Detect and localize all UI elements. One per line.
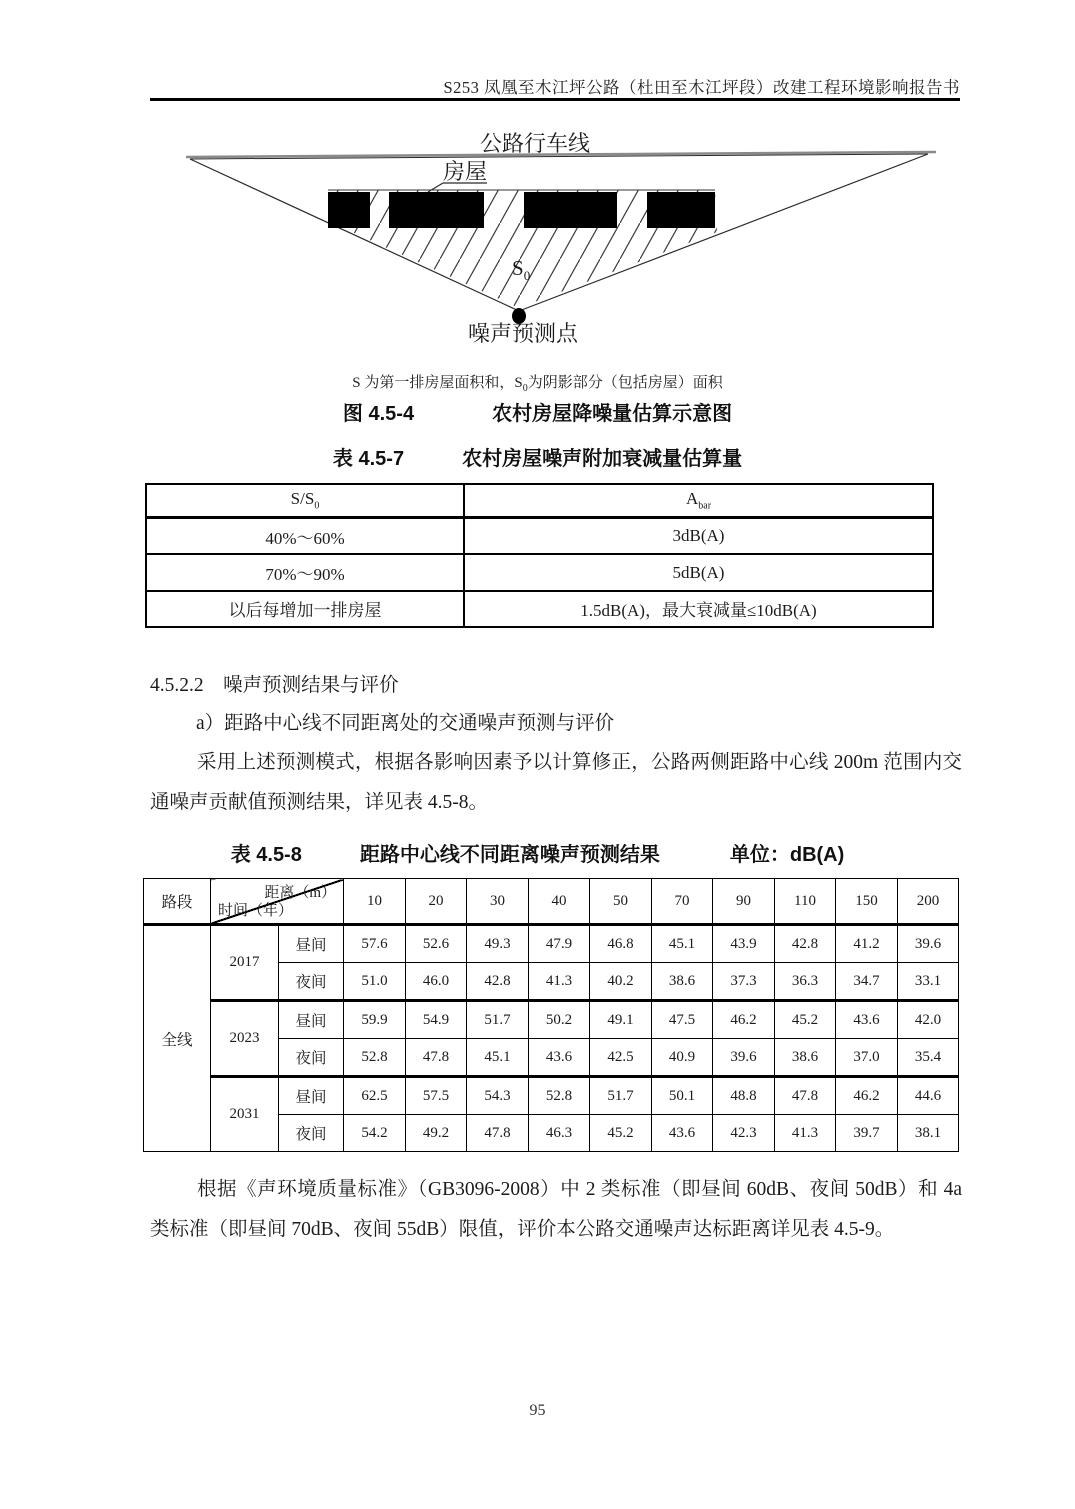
t2-cell: 50.2 [529,1001,590,1039]
house-block-2 [389,192,484,228]
t2-cell: 36.3 [775,963,836,1001]
t2-diagonal-header [211,879,344,925]
house-block-3 [524,192,617,228]
table2-unit: 单位：dB(A) [729,844,845,866]
t2-cell: 49.1 [590,1001,652,1039]
t2-dist-40: 40 [529,879,590,925]
t1-r3-value: 1.5dB(A)，最大衰减量≤10dB(A) [464,591,933,627]
page-number: 95 [529,1402,546,1419]
t2-dist-10: 10 [344,879,406,925]
t2-cell: 49.2 [406,1115,467,1152]
t2-cell: 48.8 [713,1077,775,1115]
t2-cell: 52.8 [529,1077,590,1115]
t2-corner-distance: 距离（m） [264,885,336,901]
figure-note-part2: 为阴影部分（包括房屋）面积 [527,375,723,391]
t1-h2-main: A [685,489,699,509]
table-row [144,1077,959,1115]
t2-dist-50: 50 [590,879,652,925]
t1-r1-value: 3dB(A) [464,517,933,554]
attenuation-table [145,483,934,628]
house-block-4 [647,192,715,228]
t1-r3-ratio: 以后每增加一排房屋 [146,591,464,627]
t2-cell: 35.4 [898,1039,959,1077]
t2-year-2023: 2023 [211,1001,279,1077]
t2-cell: 45.2 [590,1115,652,1152]
t2-cell: 47.8 [775,1077,836,1115]
t2-cell: 43.6 [529,1039,590,1077]
t2-dist-20: 20 [406,879,467,925]
noise-estimation-diagram [140,115,960,365]
t2-cell: 42.5 [590,1039,652,1077]
t2-dist-150: 150 [836,879,898,925]
t2-cell: 37.3 [713,963,775,1001]
caption-spacer [660,838,730,867]
t2-cell: 59.9 [344,1001,406,1039]
t2-period-night: 夜间 [279,1115,344,1152]
table1-caption [0,442,1075,471]
caption-spacer [302,838,360,867]
t2-cell: 62.5 [344,1077,406,1115]
table2-title: 距路中心线不同距离噪声预测结果 [359,844,660,866]
house-block-1 [328,192,370,228]
t1-h1-sub: 0 [314,500,320,512]
t2-cell: 40.9 [652,1039,713,1077]
section-paragraph: 采用上述预测模式，根据各影响因素予以计算修正，公路两侧距路中心线 200m 范围内交通噪声贡献值预测结果，详见表 4.5-8。 [150,752,962,813]
t2-cell: 40.2 [590,963,652,1001]
t2-cell: 38.1 [898,1115,959,1152]
table-row [146,517,933,554]
t2-cell: 45.2 [775,1001,836,1039]
t1-h2-sub: bar [698,500,712,512]
t2-cell: 42.8 [467,963,529,1001]
t2-cell: 51.7 [590,1077,652,1115]
figure-title: 农村房屋降噪量估算示意图 [492,403,733,425]
t2-corner-time: 时间（年） [218,903,294,919]
t2-cell: 47.8 [406,1039,467,1077]
closing-paragraph: 根据《声环境质量标准》（GB3096-2008）中 2 类标准（即昼间 60dB、夜间 50dB）和 4a 类标准（即昼间 70dB、夜间 55dB）限值，评价本公路交通噪声达标距离详见表 4.5-9。 [150,1179,962,1240]
t2-cell: 37.0 [836,1039,898,1077]
table-row [144,925,959,963]
t2-cell: 39.6 [713,1039,775,1077]
figure-note-sub: 0 [522,383,528,394]
t2-cell: 46.0 [406,963,467,1001]
t2-cell: 41.3 [529,963,590,1001]
t2-dist-200: 200 [898,879,959,925]
t2-cell: 33.1 [898,963,959,1001]
figure-note-part1: S 为第一排房屋面积和，S [352,375,523,391]
table-row [146,484,933,517]
t2-year-2017: 2017 [211,925,279,1001]
t2-cell: 43.6 [836,1001,898,1039]
prediction-point-label: 噪声预测点 [467,321,579,346]
t2-cell: 41.2 [836,925,898,963]
t2-cell: 38.6 [652,963,713,1001]
t2-cell: 39.7 [836,1115,898,1152]
t2-cell: 39.6 [898,925,959,963]
table-header-row [144,879,959,925]
t2-cell: 44.6 [898,1077,959,1115]
t2-cell: 43.6 [652,1115,713,1152]
t2-cell: 57.5 [406,1077,467,1115]
house-label: 房屋 [443,159,488,184]
figure-note [0,371,1075,394]
t2-road-header: 路段 [144,879,211,925]
t2-cell: 47.8 [467,1115,529,1152]
t1-header-ratio [146,484,464,517]
t2-cell: 51.0 [344,963,406,1001]
shadow-area-label: $S_0$ [512,256,531,283]
t2-period-night: 夜间 [279,963,344,1001]
t1-header-abar [464,484,933,517]
t2-cell: 46.8 [590,925,652,963]
t2-cell: 42.8 [775,925,836,963]
t2-cell: 45.1 [652,925,713,963]
t2-cell: 47.5 [652,1001,713,1039]
table1-title: 农村房屋噪声附加衰减量估算量 [462,448,743,470]
noise-prediction-table [143,878,959,1152]
table-row [146,591,933,627]
t2-dist-90: 90 [713,879,775,925]
t2-period-night: 夜间 [279,1039,344,1077]
t2-road-value: 全线 [144,925,211,1152]
table-row [144,1001,959,1039]
t2-cell: 54.3 [467,1077,529,1115]
t2-dist-30: 30 [467,879,529,925]
figure-tag: 图 4.5-4 [342,403,415,425]
t2-cell: 43.9 [713,925,775,963]
table-row [146,554,933,590]
t2-cell: 50.1 [652,1077,713,1115]
t2-cell: 41.3 [775,1115,836,1152]
t2-dist-70: 70 [652,879,713,925]
t2-cell: 54.2 [344,1115,406,1152]
t2-cell: 57.6 [344,925,406,963]
t2-year-2031: 2031 [211,1077,279,1152]
section-item-a: a）距路中心线不同距离处的交通噪声预测与评价 [196,713,615,734]
page-header-title: S253 凤凰至木江坪公路（杜田至木江坪段）改建工程环境影响报告书 [443,78,960,97]
t2-cell: 46.3 [529,1115,590,1152]
t2-cell: 42.0 [898,1001,959,1039]
t2-dist-110: 110 [775,879,836,925]
t2-period-day: 昼间 [279,925,344,963]
table2-tag: 表 4.5-8 [230,844,302,866]
t2-cell: 49.3 [467,925,529,963]
section-heading: 4.5.2.2 噪声预测结果与评价 [150,675,399,696]
t2-cell: 52.6 [406,925,467,963]
t2-cell: 52.8 [344,1039,406,1077]
header-rule [150,98,960,101]
t2-period-day: 昼间 [279,1077,344,1115]
t1-h1-main: S/S [290,489,315,509]
t1-r1-ratio: 40%～60% [146,517,464,554]
figure-caption [0,397,1075,426]
t2-cell: 42.3 [713,1115,775,1152]
road-line-label: 公路行车线 [479,131,591,156]
t2-period-day: 昼间 [279,1001,344,1039]
t1-r2-value: 5dB(A) [464,554,933,590]
t2-cell: 34.7 [836,963,898,1001]
t2-cell: 38.6 [775,1039,836,1077]
table1-tag: 表 4.5-7 [332,448,405,470]
t1-r2-ratio: 70%～90% [146,554,464,590]
t2-cell: 45.1 [467,1039,529,1077]
t2-cell: 46.2 [713,1001,775,1039]
t2-cell: 54.9 [406,1001,467,1039]
table2-caption [0,838,1075,867]
t2-cell: 47.9 [529,925,590,963]
t2-cell: 51.7 [467,1001,529,1039]
t2-cell: 46.2 [836,1077,898,1115]
